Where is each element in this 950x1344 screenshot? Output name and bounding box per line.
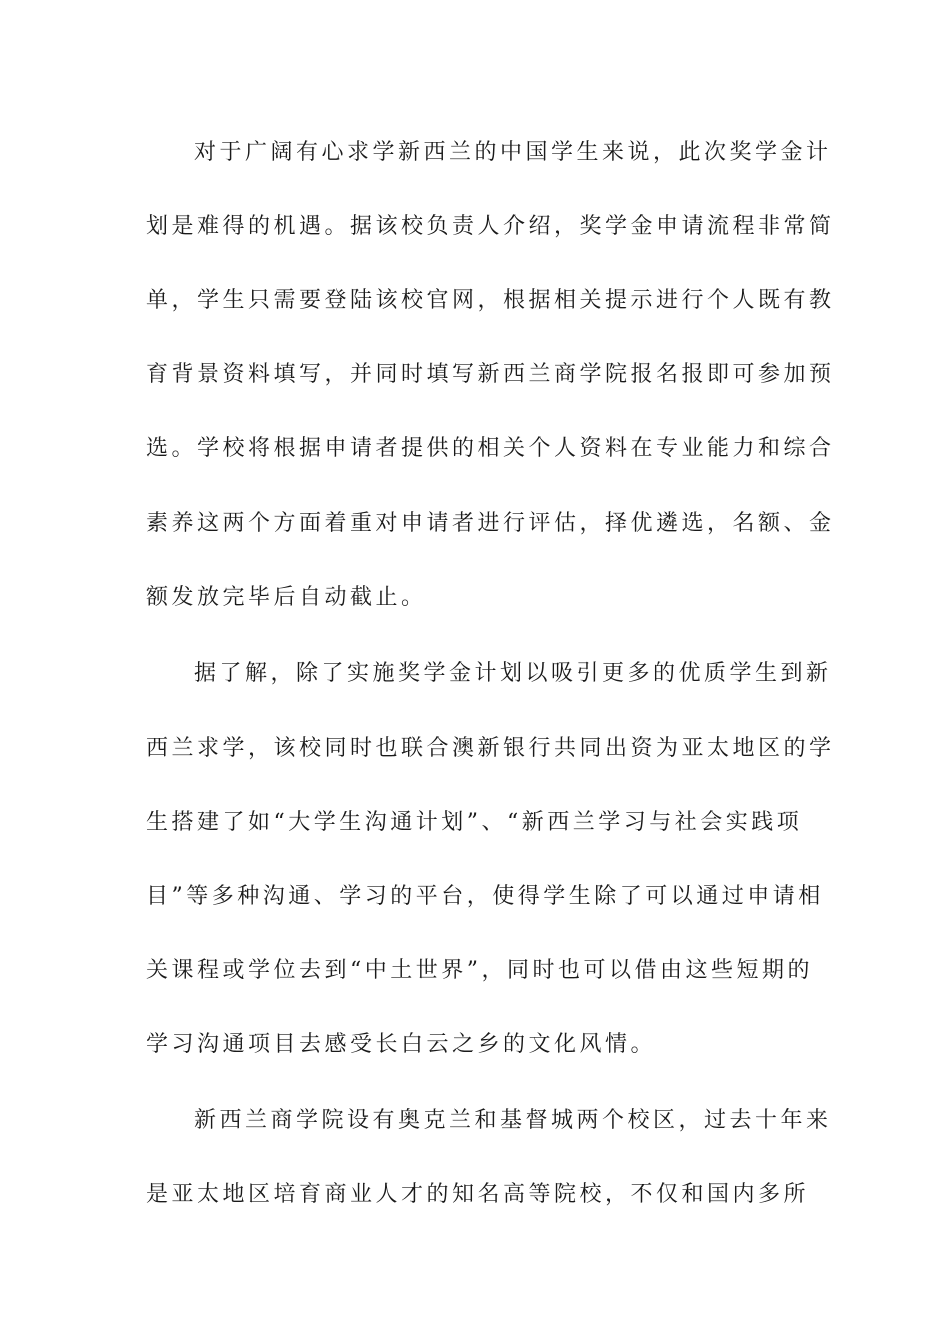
paragraph-1-line-5: 选。学校将根据申请者提供的相关个人资料在专业能力和综合 <box>146 436 835 461</box>
paragraph-3-line-1: 新西兰商学院设有奥克兰和基督城两个校区，过去十年来 <box>194 1108 832 1133</box>
paragraph-2-line-2: 西兰求学，该校同时也联合澳新银行共同出资为亚太地区的学 <box>146 736 835 761</box>
paragraph-2-line-6: 学习沟通项目去感受长白云之乡的文化风情。 <box>146 1032 657 1057</box>
paragraph-3-line-2: 是亚太地区培育商业人才的知名高等院校，不仅和国内多所 <box>146 1182 810 1207</box>
paragraph-1-line-3: 单，学生只需要登陆该校官网，根据相关提示进行个人既有教 <box>146 288 835 313</box>
paragraph-1-line-4: 育背景资料填写，并同时填写新西兰商学院报名报即可参加预 <box>146 362 835 387</box>
paragraph-2-line-1: 据了解，除了实施奖学金计划以吸引更多的优质学生到新 <box>194 661 832 686</box>
paragraph-2-line-3: 生搭建了如“大学生沟通计划”、“新西兰学习与社会实践项 <box>146 810 803 835</box>
paragraph-2-line-4: 目”等多种沟通、学习的平台，使得学生除了可以通过申请相 <box>146 884 824 909</box>
paragraph-1-line-6: 素养这两个方面着重对申请者进行评估，择优遴选，名额、金 <box>146 511 835 536</box>
paragraph-1-line-2: 划是难得的机遇。据该校负责人介绍，奖学金申请流程非常简 <box>146 214 835 239</box>
paragraph-1-line-1: 对于广阔有心求学新西兰的中国学生来说，此次奖学金计 <box>194 140 832 165</box>
paragraph-1-line-7: 额发放完毕后自动截止。 <box>146 585 427 610</box>
paragraph-2-line-5: 关课程或学位去到“中土世界”，同时也可以借由这些短期的 <box>146 958 813 983</box>
